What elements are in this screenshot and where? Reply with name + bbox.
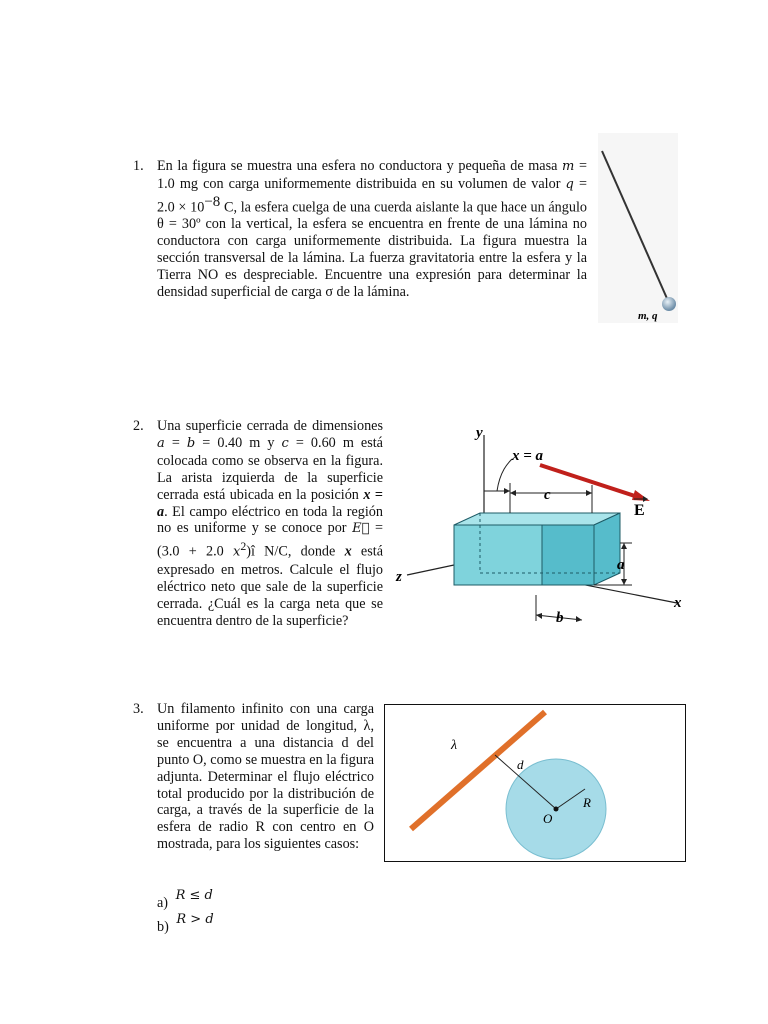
O-label: O bbox=[543, 811, 553, 826]
x-axis-label: x bbox=[674, 595, 682, 611]
problem-2-number: 2. bbox=[133, 418, 144, 434]
x-equals-a-label: x = a bbox=[512, 448, 544, 464]
case-a-condition: R ≤ d bbox=[175, 888, 213, 903]
case-b-label: b) bbox=[157, 919, 169, 935]
case-b bbox=[157, 911, 277, 935]
lambda-label: λ bbox=[451, 738, 458, 753]
closed-surface-figure bbox=[392, 415, 692, 645]
y-axis-label: y bbox=[476, 425, 483, 441]
problem-2-text: Una superficie cerrada de dimensiones a = b = 0.40 m y c = 0.60 m está colocada como se observa en la figura. La arista izquierda de la superficie cerrada está ubicada en la posición x = a. El campo eléctrico en toda la región no es uniforme y se conoce por E⃗ = (3.0 + 2.0 $x^2)î$ N/C, donde x está expresado en metros. Calcule el flujo eléctrico neto que sale de la superficie cerrada. ¿Cuál es la carga neta que se encuentra dentro de la superficie? bbox=[157, 418, 383, 629]
problem-1-text: En la figura se muestra una esfera no conductora y pequeña de masa m = 1.0 mg con carga uniformemente distribuida en su volumen de valor $q = 2.0 \times 10^{-8}$ C, la esfera cuelga de una cuerda aislante la que hace un ángulo θ = 30º con la vertical, la esfera se encuentra en frente de una lámina no conductora con carga uniformemente distribuida. La figura muestra la sección transversal de la lámina. La fuerza gravitatoria entre la esfera y la Tierra NO es despreciable. Encuentre una expresión para determinar la densidad superficial de carga σ de la lámina. bbox=[157, 158, 587, 301]
case-a-label: a) bbox=[157, 895, 169, 911]
pendulum-figure bbox=[598, 133, 678, 323]
c-label: c bbox=[544, 487, 551, 503]
d-label: d bbox=[517, 757, 524, 772]
point-O bbox=[554, 807, 559, 812]
pendulum-string bbox=[602, 151, 669, 303]
problem-3-text: Un filamento infinito con una carga uniforme por unidad de longitud, λ, se encuentra a una distancia d del punto O, como se muestra en la figura adjunta. Determinar el flujo eléctrico total producido por la distribución de carga, a través de la superficie de la esfera de radio R con centro en O mostrada, para los siguientes casos: bbox=[157, 701, 374, 853]
a-label: a bbox=[617, 557, 625, 573]
sphere-label: m, q bbox=[638, 310, 658, 322]
charged-sphere bbox=[662, 297, 676, 311]
b-label: b bbox=[556, 610, 564, 626]
E-label: E bbox=[634, 502, 645, 519]
case-b-condition: R > d bbox=[176, 912, 214, 927]
problem-1-number: 1. bbox=[133, 158, 144, 174]
filament-sphere-figure bbox=[384, 704, 686, 862]
case-a bbox=[157, 887, 277, 911]
problem-3-number: 3. bbox=[133, 701, 144, 717]
box-top-face bbox=[454, 513, 620, 525]
z-axis-label: z bbox=[396, 569, 402, 585]
box-front-face bbox=[454, 525, 542, 585]
R-label: R bbox=[583, 795, 591, 810]
